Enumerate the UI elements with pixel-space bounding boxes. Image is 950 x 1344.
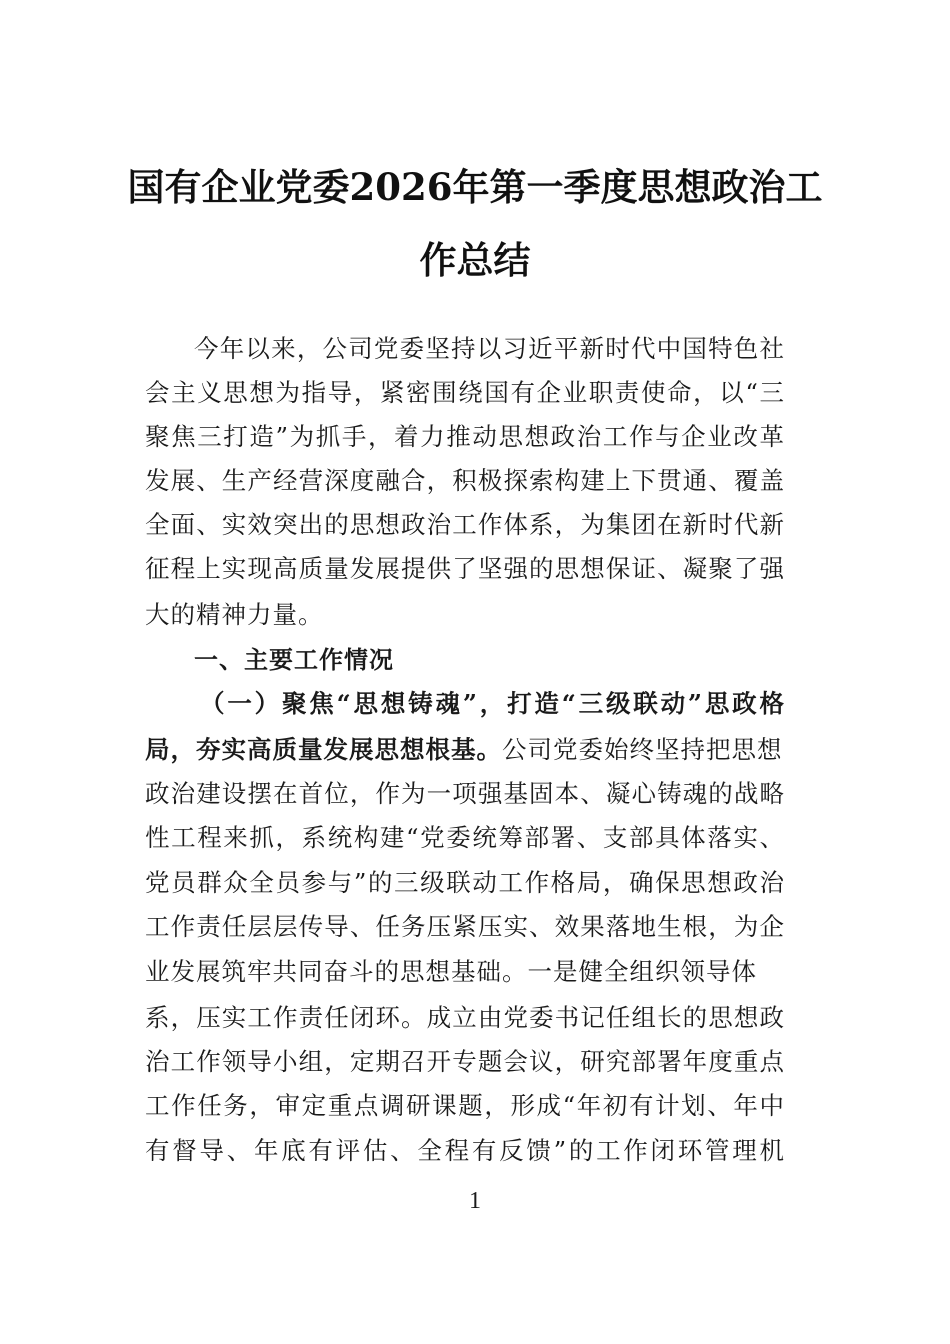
section-heading: 一、主要工作情况 — [194, 646, 394, 674]
subsection-paragraph-line: 工作任务，审定重点调研课题，形成“年初有计划、年中 — [145, 1091, 785, 1120]
subsection-paragraph-line: 党员群众全员参与”的三级联动工作格局，确保思想政治 — [145, 868, 785, 897]
subsection-paragraph-line: 政治建设摆在首位，作为一项强基固本、凝心铸魂的战略 — [145, 779, 785, 808]
subsection-paragraph-line: 系，压实工作责任闭环。成立由党委书记任组长的思想政 — [145, 1003, 785, 1032]
subsection-paragraph-line: 性工程来抓，系统构建“党委统筹部署、支部具体落实、 — [145, 823, 785, 852]
page-number: 1 — [469, 1188, 481, 1214]
intro-paragraph-line: 今年以来，公司党委坚持以习近平新时代中国特色社 — [194, 334, 785, 363]
intro-paragraph-line: 征程上实现高质量发展提供了坚强的思想保证、凝聚了强 — [145, 554, 785, 583]
subsection-text: 公司党委始终坚持把思想 — [502, 735, 783, 764]
subsection-paragraph-line — [145, 728, 785, 772]
intro-paragraph-line: 大的精神力量。 — [145, 600, 324, 629]
subsection-paragraph-line: 业发展筑牢共同奋斗的思想基础。一是健全组织领导体 — [145, 957, 757, 986]
subsection-heading-line: （一）聚焦“思想铸魂”，打造“三级联动”思政格 — [200, 689, 785, 718]
document-title-line-2: 作总结 — [419, 238, 531, 282]
intro-paragraph-line: 会主义思想为指导，紧密围绕国有企业职责使命，以“三 — [145, 378, 785, 407]
subsection-heading-continuation: 局，夯实高质量发展思想根基。 — [145, 735, 502, 764]
subsection-paragraph-line: 治工作领导小组，定期召开专题会议，研究部署年度重点 — [145, 1047, 785, 1076]
intro-paragraph-line: 发展、生产经营深度融合，积极探索构建上下贯通、覆盖 — [145, 466, 785, 495]
intro-paragraph-line: 全面、实效突出的思想政治工作体系，为集团在新时代新 — [145, 510, 785, 539]
document-title-line-1: 国有企业党委2026年第一季度思想政治工 — [127, 165, 823, 209]
intro-paragraph-line: 聚焦三打造”为抓手，着力推动思想政治工作与企业改革 — [145, 422, 785, 451]
subsection-paragraph-line: 有督导、年底有评估、全程有反馈”的工作闭环管理机 — [145, 1136, 785, 1165]
subsection-paragraph-line: 工作责任层层传导、任务压紧压实、效果落地生根，为企 — [145, 912, 785, 941]
